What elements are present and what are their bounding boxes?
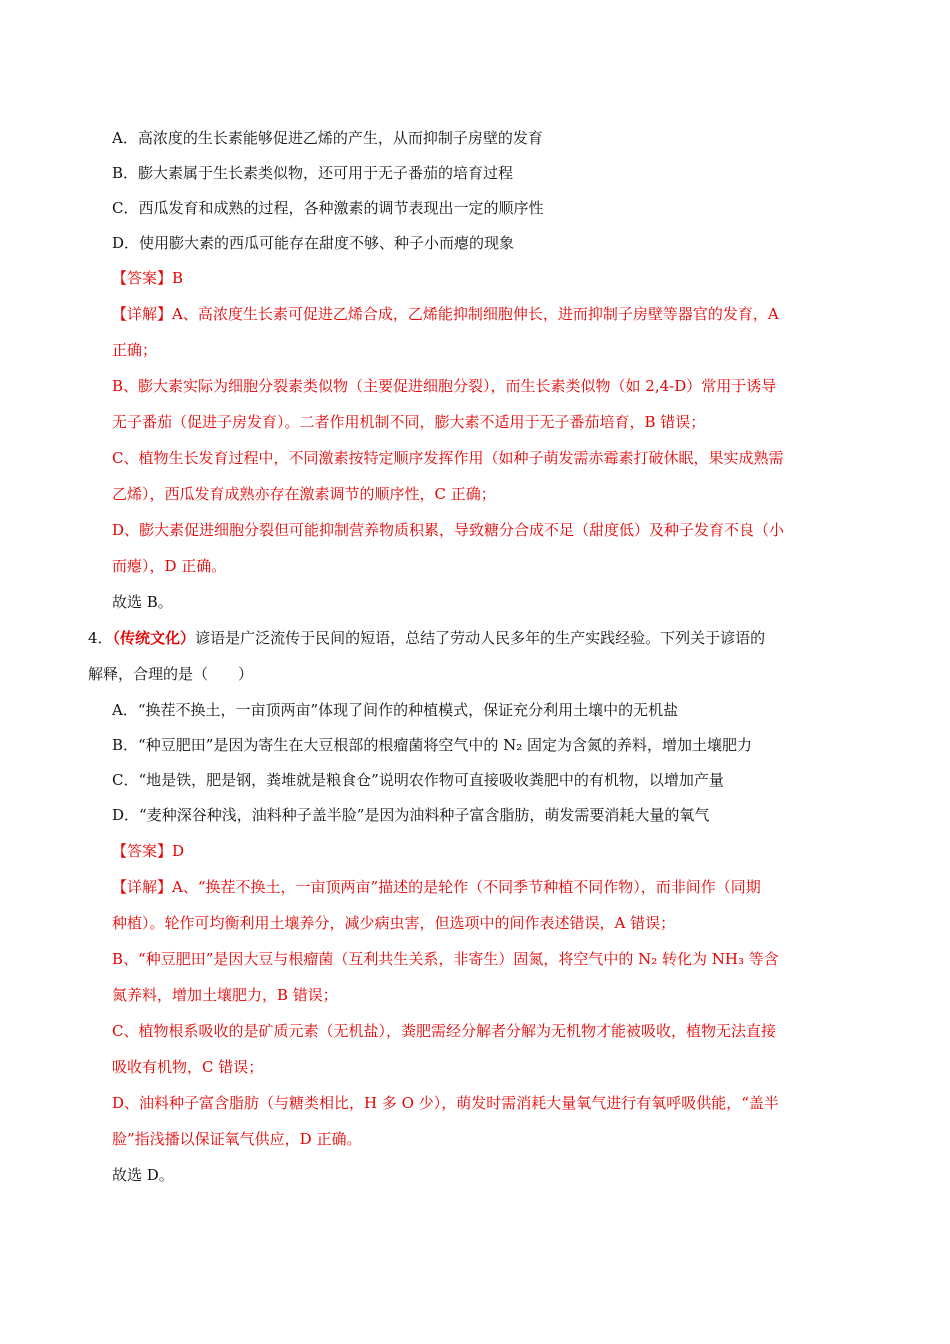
q3-detail-line: 而瘪），D 正确。 [112,557,227,575]
q4-detail-line: 氮养料，增加土壤肥力，B 错误； [112,986,338,1004]
q4-detail-line: C、植物根系吸收的是矿质元素（无机盐），粪肥需经分解者分解为无机物才能被吸收，植物无法直接 [112,1022,776,1040]
q4-detail-line [112,877,761,897]
q3-detail-line: 无子番茄（促进子房发育）。二者作用机制不同，膨大素不适用于无子番茄培育，B 错误； [112,413,706,431]
q4-conclusion: 故选 D。 [112,1166,174,1184]
q3-detail-line: 乙烯），西瓜发育成熟亦存在激素调节的顺序性，C 正确； [112,485,496,503]
detail-text: A、高浓度生长素可促进乙烯合成，乙烯能抑制细胞伸长，进而抑制子房壁等器官的发育，A [172,305,779,323]
q4-detail-line: 种植）。轮作可均衡利用土壤养分，减少病虫害，但选项中的间作表述错误，A 错误； [112,914,676,932]
q3-conclusion: 故选 B。 [112,593,173,611]
q4-option-a: A．“换茬不换土，一亩顶两亩”体现了间作的种植模式，保证充分利用土壤中的无机盐 [112,701,679,719]
q3-option-a: A．高浓度的生长素能够促进乙烯的产生，从而抑制子房壁的发育 [112,129,543,147]
answer-value: D [172,842,185,860]
q4-answer [112,841,184,861]
q4-option-b: B．“种豆肥田”是因为寄生在大豆根部的根瘤菌将空气中的 N₂ 固定为含氮的养料，增加土壤肥力 [112,736,753,754]
detail-label: 【详解】 [112,305,173,323]
answer-label: 【答案】 [112,842,173,860]
q3-option-c: C．西瓜发育和成熟的过程，各种激素的调节表现出一定的顺序性 [112,199,544,217]
question-stem-text: 谚语是广泛流传于民间的短语，总结了劳动人民多年的生产实践经验。下列关于谚语的 [195,629,766,647]
q4-detail-line: D、油料种子富含脂肪（与糖类相比，H 多 O 少），萌发时需消耗大量氧气进行有氧呼吸供能，“盖半 [112,1094,779,1112]
question-tag: （传统文化） [112,629,196,647]
q3-detail-line: 正确； [112,341,158,359]
answer-value: B [172,269,184,287]
q4-detail-line: 脸”指浅播以保证氧气供应，D 正确。 [112,1130,362,1148]
detail-label: 【详解】 [112,878,173,896]
q3-option-d: D．使用膨大素的西瓜可能存在甜度不够、种子小而瘪的现象 [112,234,515,252]
q3-detail-line: D、膨大素促进细胞分裂但可能抑制营养物质积累，导致糖分合成不足（甜度低）及种子发育不良（小 [112,521,785,539]
answer-label: 【答案】 [112,269,173,287]
question-number: 4． [88,629,113,647]
q4-detail-line: B、“种豆肥田”是因大豆与根瘤菌（互利共生关系，非寄生）固氮，将空气中的 N₂ 转化为 NH₃ 等含 [112,950,779,968]
q3-option-b: B．膨大素属于生长素类似物，还可用于无子番茄的培育过程 [112,164,514,182]
q3-detail-line: C、植物生长发育过程中，不同激素按特定顺序发挥作用（如种子萌发需赤霉素打破休眠，果实成熟需 [112,449,784,467]
q3-answer [112,268,183,288]
q4-option-c: C．“地是铁，肥是钢，粪堆就是粮食仓”说明农作物可直接吸收粪肥中的有机物，以增加产量 [112,771,724,789]
detail-text: A、“换茬不换土，一亩顶两亩”描述的是轮作（不同季节种植不同作物），而非间作（同期 [172,878,761,896]
q4-detail-line: 吸收有机物，C 错误； [112,1058,264,1076]
q4-stem-line2: 解释，合理的是（ ） [88,665,254,683]
q4-stem [88,628,765,648]
q4-option-d: D．“麦种深谷种浅，油料种子盖半脸”是因为油料种子富含脂肪，萌发需要消耗大量的氧气 [112,806,710,824]
q3-detail-line [112,304,779,324]
q3-detail-line: B、膨大素实际为细胞分裂素类似物（主要促进细胞分裂），而生长素类似物（如 2,4-D）常用于诱导 [112,377,777,395]
